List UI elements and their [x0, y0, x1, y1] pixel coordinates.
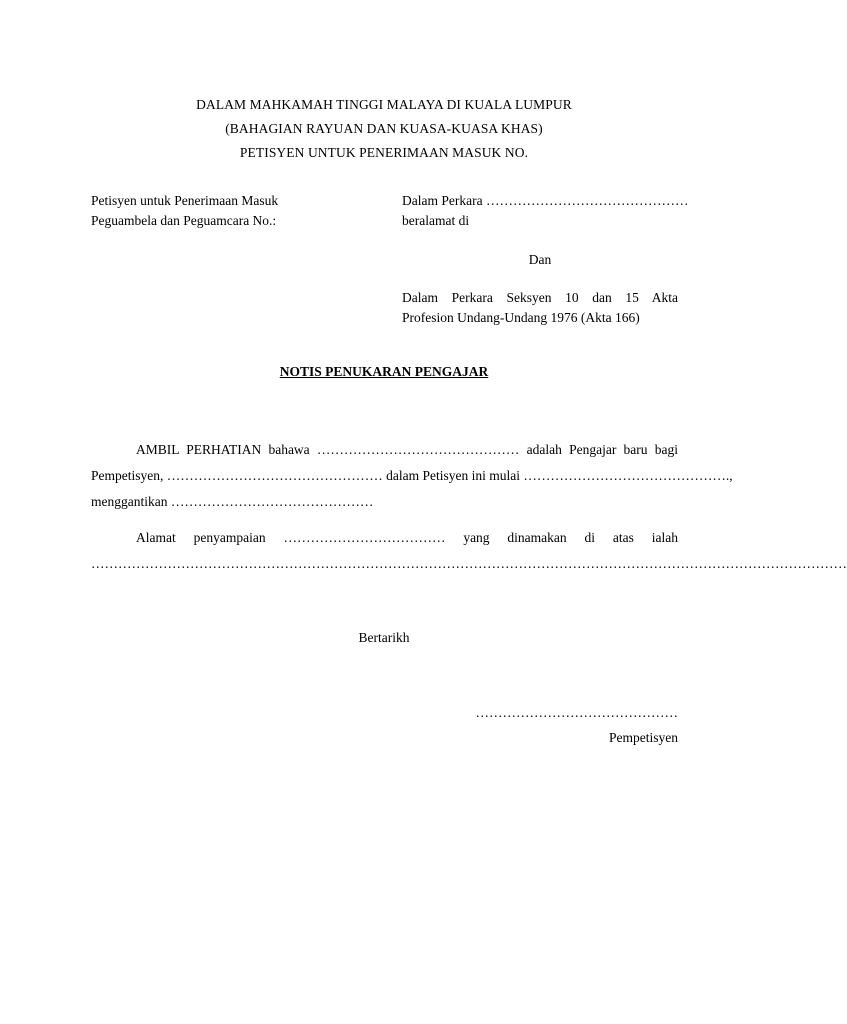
paragraph-1-line-1	[91, 437, 678, 463]
word: AMBIL	[136, 442, 179, 457]
word: mulai	[489, 468, 521, 483]
signature-line: ………………………………………	[475, 705, 678, 720]
paragraph-1-line-3: menggantikan ………………………………………	[91, 494, 374, 509]
word: adalah	[526, 442, 562, 457]
petition-reference	[91, 191, 351, 231]
signatory-label: Pempetisyen	[609, 730, 678, 745]
petition-reference-line1: Petisyen untuk Penerimaan Masuk	[91, 193, 279, 208]
matter-word-perkara: Perkara	[441, 193, 483, 208]
notice-paragraph-1	[91, 437, 733, 515]
word: Petisyen	[422, 468, 469, 483]
notice-paragraph-2	[91, 525, 847, 577]
header-division: (BAHAGIAN RAYUAN DAN KUASA-KUASA KHAS)	[225, 121, 543, 136]
service-address-blank: ………………………………	[283, 530, 446, 545]
paragraph-1-line-2	[91, 463, 733, 489]
word: Pengajar	[569, 442, 617, 457]
matter-act-line2: Profesion Undang-Undang 1976 (Akta 166)	[402, 310, 640, 325]
word: PERHATIAN	[186, 442, 262, 457]
matter-act-line1: Dalam Perkara Seksyen 10 dan 15 Akta	[402, 290, 678, 305]
conjunction-dan: Dan	[528, 252, 552, 267]
header-petition-no: PETISYEN UNTUK PENERIMAAN MASUK NO.	[239, 145, 529, 160]
matter-address-label: beralamat di	[402, 213, 470, 228]
word: penyampaian	[193, 530, 266, 545]
word: Alamat	[136, 530, 176, 545]
court-header	[0, 93, 768, 165]
word: dalam	[386, 468, 420, 483]
matter-name-blank: ………………………………………	[485, 193, 689, 208]
notice-title: NOTIS PENUKARAN PENGAJAR	[279, 364, 489, 379]
date-label: Bertarikh	[358, 630, 410, 645]
start-date-blank: ……………………………………….,	[523, 468, 733, 483]
word: ialah	[651, 530, 678, 545]
word: atas	[612, 530, 634, 545]
word: ini	[471, 468, 486, 483]
new-solicitor-blank: ………………………………………	[316, 442, 520, 457]
word: bahawa	[268, 442, 310, 457]
petition-reference-line2: Peguambela dan Peguamcara No.:	[91, 213, 277, 228]
matter-block	[402, 191, 689, 231]
word: dinamakan	[507, 530, 567, 545]
word: bagi	[654, 442, 678, 457]
petitioner-name-blank: …………………………………………	[166, 468, 383, 483]
matter-line1	[402, 191, 689, 211]
paragraph-2-line-1	[91, 525, 678, 551]
word: yang	[463, 530, 490, 545]
matter-word-dalam: Dalam	[402, 193, 438, 208]
word: di	[584, 530, 596, 545]
word: baru	[623, 442, 648, 457]
word: Pempetisyen,	[91, 468, 164, 483]
matter-act-block	[402, 288, 678, 328]
header-court-name: DALAM MAHKAMAH TINGGI MALAYA DI KUALA LUMPUR	[196, 97, 572, 112]
address-blank-line: ……………………………………………………………………………………………………………………………………………………	[91, 556, 847, 571]
